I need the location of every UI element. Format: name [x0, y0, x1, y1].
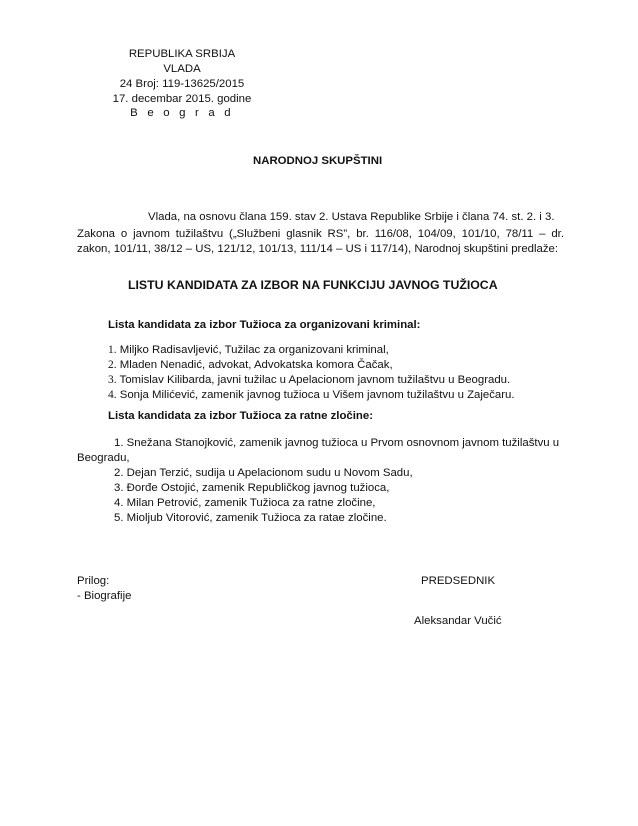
- list-item: 1. Miljko Radisavljević, Tužilac za organizovani kriminal,: [108, 344, 389, 356]
- attachment-label: Prilog:: [77, 575, 110, 587]
- header-republic: REPUBLIKA SRBIJA: [128, 48, 236, 60]
- list-item: 3. Tomislav Kilibarda, javni tužilac u Apelacionom javnom tužilaštvu u Beogradu.: [108, 374, 511, 386]
- header-number: 24 Broj: 119-13625/2015: [119, 78, 245, 90]
- intro-line-1: Vlada, na osnovu člana 159. stav 2. Ustava Republike Srbije i člana 74. st. 2. i 3.: [148, 211, 555, 223]
- header-government: VLADA: [163, 63, 201, 75]
- list-item-continuation: Beogradu,: [77, 452, 130, 464]
- main-title: LISTU KANDIDATA ZA IZBOR NA FUNKCIJU JAVNOG TUŽIOCA: [128, 278, 498, 292]
- list-item: 3. Đorđe Ostojić, zamenik Republičkog javnog tužioca,: [114, 482, 390, 494]
- intro-line-3: zakon, 101/11, 38/12 – US, 121/12, 101/13, 111/14 – US i 117/14), Narodnoj skupštini predlaže:: [77, 243, 559, 255]
- list-item: 5. Mioljub Vitorović, zamenik Tužioca za ratae zločine.: [114, 512, 387, 524]
- list-item: 2. Mladen Nenadić, advokat, Advokatska komora Čačak,: [108, 359, 393, 371]
- section-1-heading: Lista kandidata za izbor Tužioca za organizovani kriminal:: [108, 319, 421, 331]
- attachment-item: - Biografije: [77, 590, 132, 602]
- list-item: 1. Snežana Stanojković, zamenik javnog tužioca u Prvom osnovnom javnom tužilaštvu u: [114, 437, 560, 449]
- list-item: 2. Dejan Terzić, sudija u Apelacionom sudu u Novom Sadu,: [114, 467, 413, 479]
- header-date: 17. decembar 2015. godine: [112, 93, 252, 105]
- signature-name: Aleksandar Vučić: [414, 615, 502, 627]
- intro-line-2: Zakona o javnom tužilaštvu („Službeni glasnik RS”, br. 116/08, 104/09, 101/10, 78/11 – dr.: [77, 228, 564, 240]
- list-item: 4. Sonja Milićević, zamenik javnog tužioca u Višem javnom tužilaštvu u Zaječaru.: [108, 389, 515, 401]
- header-city: B e o g r a d: [130, 107, 234, 119]
- addressee: NARODNOJ SKUPŠTINI: [253, 155, 383, 167]
- section-2-heading: Lista kandidata za izbor Tužioca za ratne zločine:: [108, 410, 373, 422]
- signature-title: PREDSEDNIK: [421, 575, 496, 587]
- list-item: 4. Milan Petrović, zamenik Tužioca za ratne zločine,: [114, 497, 376, 509]
